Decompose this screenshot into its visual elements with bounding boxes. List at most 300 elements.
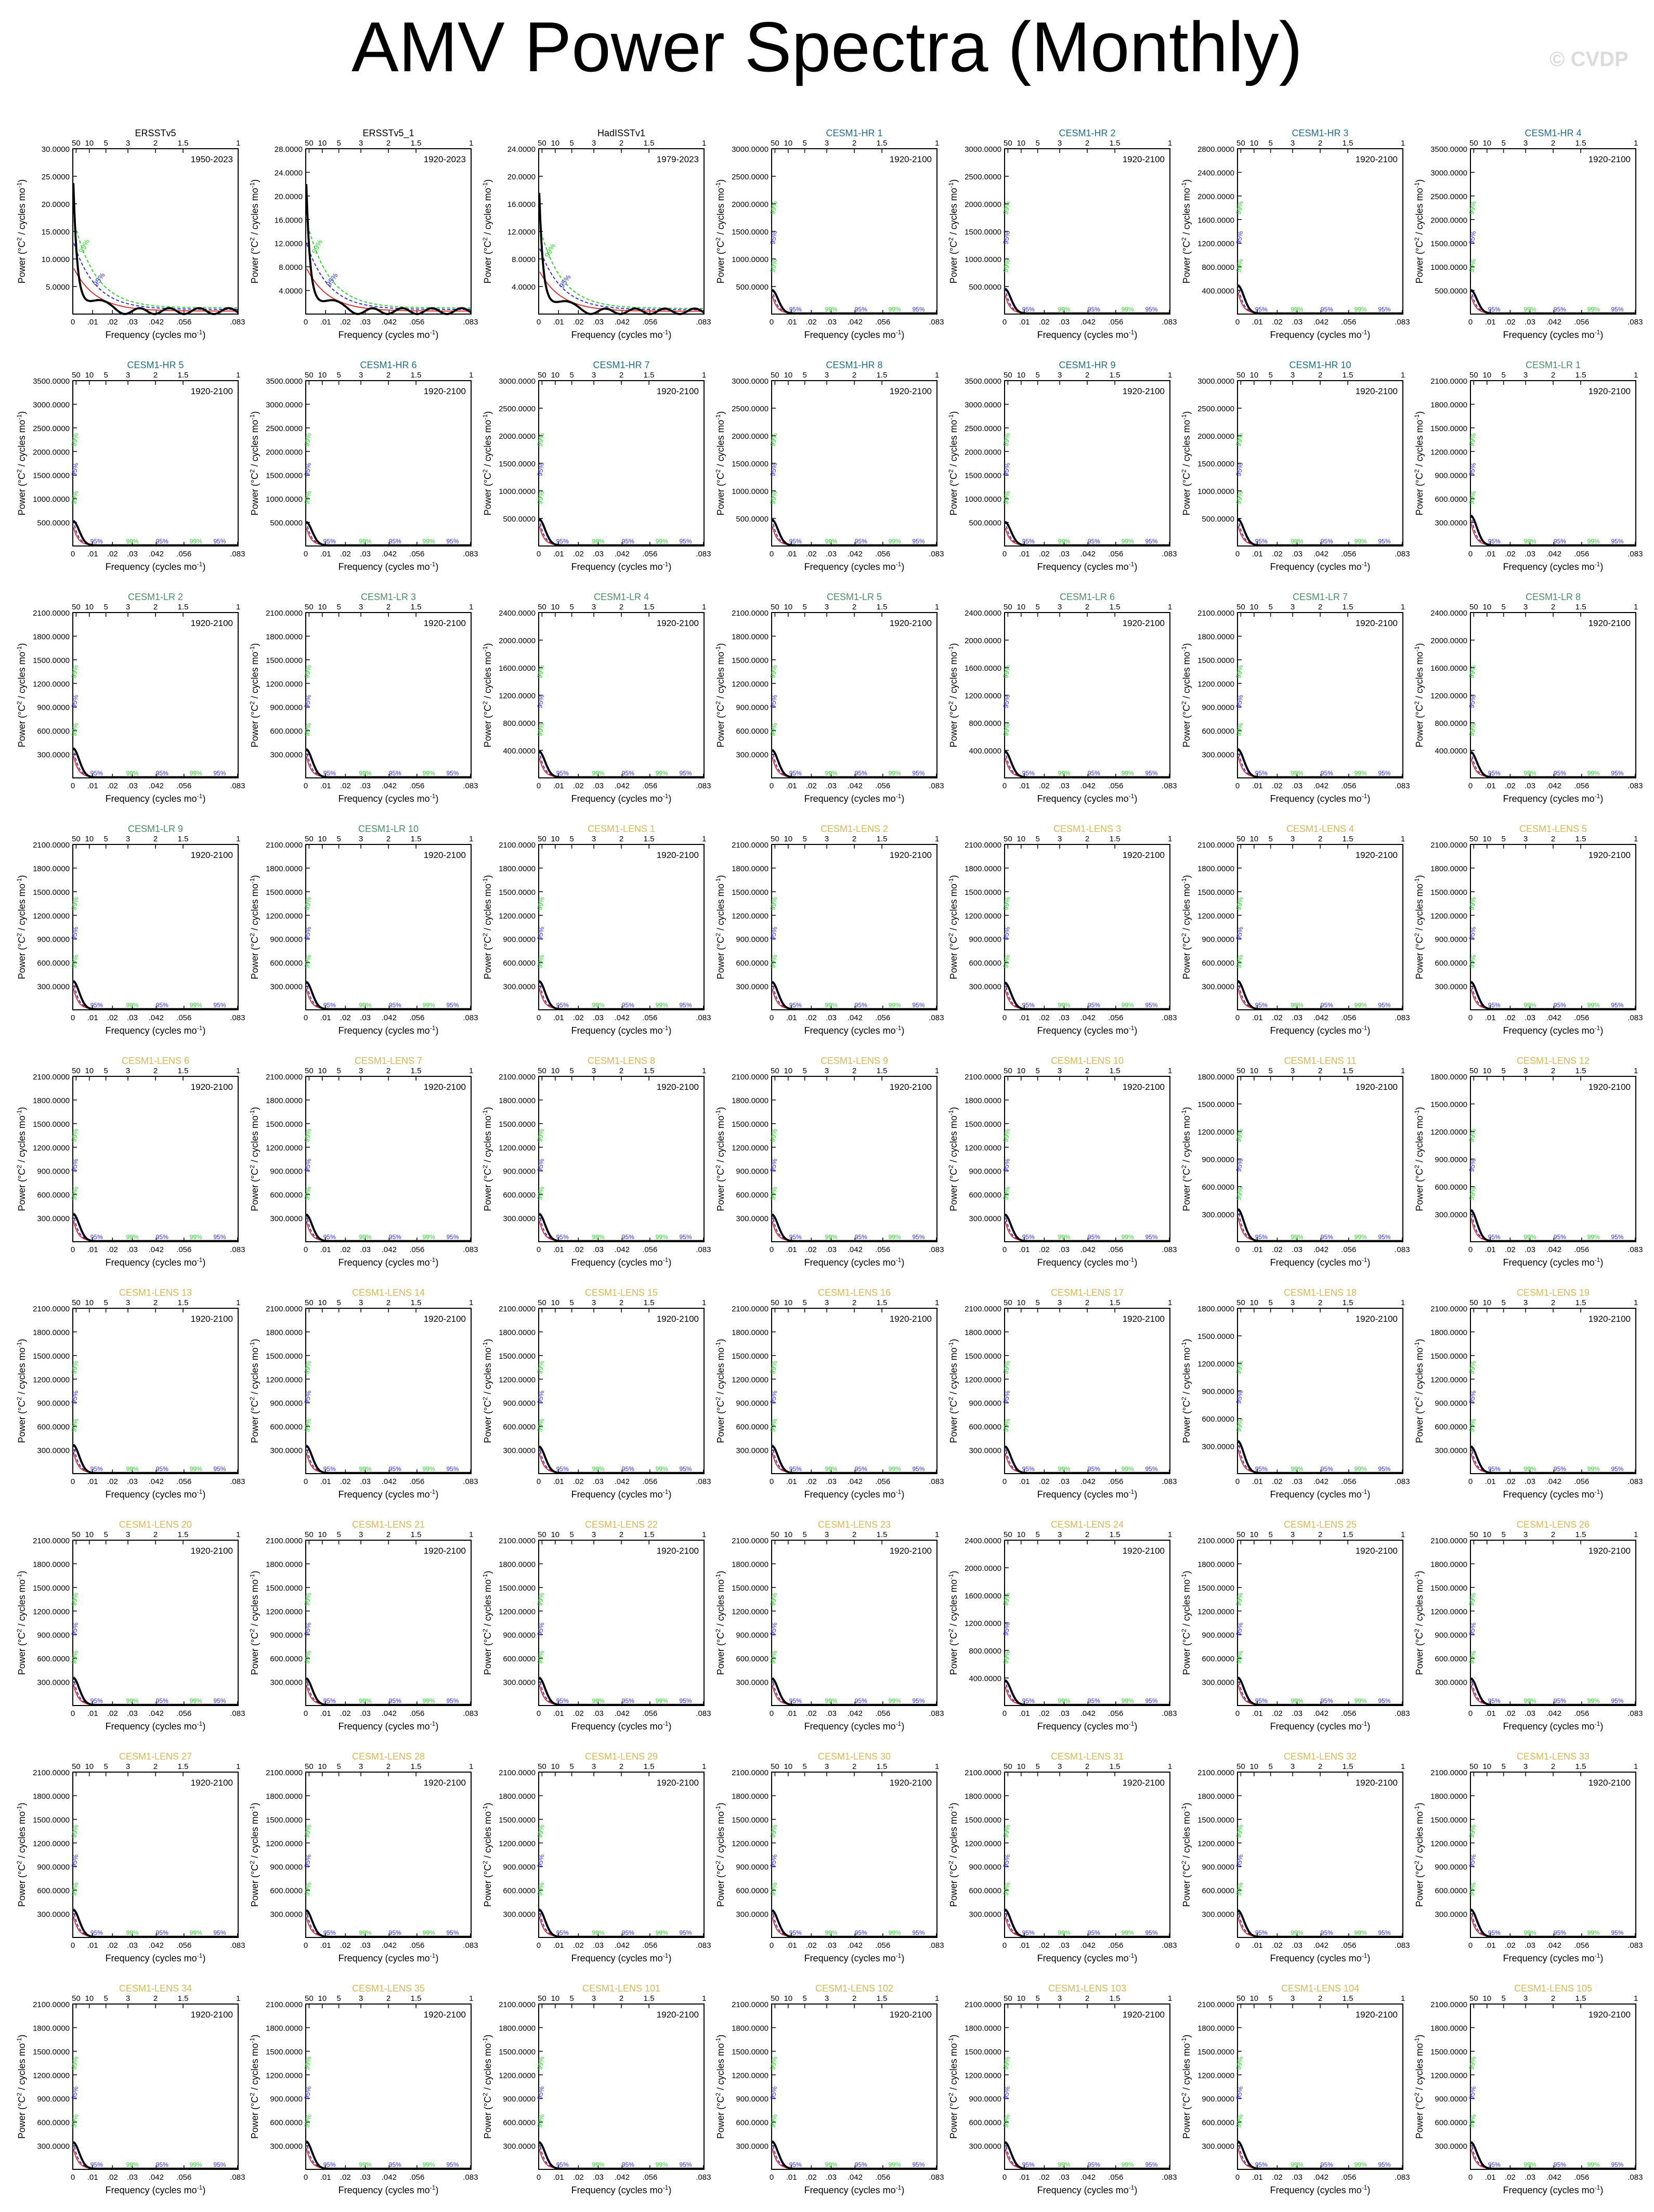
y-tick-label: 1000.0000 — [732, 255, 769, 264]
x-tick-label: .083 — [230, 782, 245, 790]
x-tick-label: 0 — [71, 318, 75, 327]
y-tick-label: 1200.0000 — [1197, 1839, 1234, 1848]
sig99-label: 99% — [126, 1929, 139, 1936]
period-tick-label: 1.5 — [1575, 603, 1586, 611]
panel-years: 1920-2100 — [1356, 1546, 1398, 1556]
x-tick-label: .01 — [1252, 1013, 1263, 1022]
sig95-label: 95% — [156, 1697, 168, 1704]
period-tick-label: 1.5 — [1575, 1066, 1586, 1075]
period-tick-label: 1 — [1634, 1298, 1638, 1307]
period-tick-label: 3 — [825, 1298, 829, 1307]
y-tick-label: 2100.0000 — [732, 1073, 769, 1082]
period-tick-label: 3 — [126, 1530, 130, 1539]
y-tick-label: 1500.0000 — [499, 1584, 536, 1593]
x-tick-label: .056 — [409, 782, 424, 790]
y-tick-label: 300.0000 — [503, 1215, 536, 1224]
sig95-label: 95% — [323, 1697, 336, 1704]
sig95-label: 95% — [536, 1621, 545, 1636]
y-tick-label: 1500.0000 — [1197, 1816, 1234, 1825]
y-tick-label: 1500.0000 — [266, 2048, 303, 2057]
period-tick-label: 10 — [1249, 1762, 1258, 1771]
plot-frame — [1005, 1540, 1170, 1706]
panel-title: CESM1-HR 6 — [360, 360, 416, 370]
x-tick-label: .02 — [806, 2173, 817, 2182]
x-tick-label: .083 — [1162, 782, 1177, 790]
x-tick-label: 0 — [770, 1709, 774, 1718]
sig95-label: 95% — [389, 1465, 401, 1473]
period-tick-label: 3 — [1058, 1530, 1062, 1539]
y-tick-label: 300.0000 — [969, 1447, 1001, 1455]
y-tick-label: 2500.0000 — [1430, 192, 1467, 201]
x-tick-label: .01 — [786, 1941, 797, 1950]
sig95-label: 95% — [1022, 2161, 1035, 2168]
x-tick-label: .083 — [1627, 1709, 1643, 1718]
sig95-label: 95% — [1145, 1697, 1157, 1704]
sig99-label: 99% — [769, 258, 778, 273]
x-tick-label: .083 — [463, 318, 478, 327]
sig95-label: 95% — [70, 2085, 80, 2100]
x-tick-label: .01 — [87, 1245, 98, 1254]
period-tick-label: 10 — [551, 1994, 559, 2003]
plot-frame — [1005, 1308, 1170, 1474]
panel-years: 1920-2100 — [191, 618, 233, 628]
sig99-label: 99% — [1001, 432, 1011, 447]
y-tick-label: 600.0000 — [503, 1886, 536, 1895]
y-tick-label: 300.0000 — [503, 1447, 536, 1455]
sig99-label: 99% — [825, 2161, 838, 2168]
y-tick-label: 900.0000 — [1202, 704, 1234, 712]
sig95-label: 95% — [1321, 770, 1333, 777]
x-tick-label: .083 — [1395, 1709, 1410, 1718]
plot-frame — [1238, 381, 1403, 546]
period-tick-label: 1 — [469, 835, 473, 843]
period-tick-label: 1 — [935, 1298, 939, 1307]
sig99-label: 99% — [1234, 2113, 1244, 2128]
y-tick-label: 600.0000 — [270, 1423, 303, 1432]
period-tick-label: 10 — [784, 371, 792, 380]
period-tick-label: 1 — [702, 1762, 706, 1771]
period-tick-label: 2 — [386, 1530, 390, 1539]
period-tick-label: 2 — [1085, 139, 1089, 148]
sig99-label: 99% — [70, 954, 80, 969]
x-axis-label: Frequency (cycles $mo^{-1}$) — [1037, 1024, 1138, 1036]
period-tick-label: 1 — [1634, 1530, 1638, 1539]
period-tick-label: 3 — [126, 139, 130, 148]
x-tick-label: .042 — [615, 550, 630, 558]
period-tick-label: 1 — [935, 1994, 939, 2003]
sig95-label: 95% — [679, 1465, 692, 1473]
y-tick-label: 1000.0000 — [732, 487, 769, 496]
panel-title: CESM1-LR 4 — [594, 592, 649, 602]
x-tick-label: .056 — [1341, 318, 1356, 327]
x-tick-label: .02 — [1505, 1709, 1516, 1718]
period-tick-label: 10 — [784, 1530, 792, 1539]
x-tick-label: .083 — [230, 1013, 245, 1022]
plot-frame — [73, 1540, 238, 1706]
sig99-label: 99% — [1467, 200, 1477, 215]
sig99-label: 99% — [889, 1929, 901, 1936]
period-tick-label: 2 — [1318, 1530, 1322, 1539]
sig99-label: 99% — [1001, 1186, 1011, 1201]
y-tick-label: 1800.0000 — [1197, 2024, 1234, 2033]
y-tick-label: 20.0000 — [275, 192, 303, 201]
y-tick-label: 1500.0000 — [965, 1816, 1001, 1825]
period-tick-label: 50 — [1004, 835, 1012, 843]
period-tick-label: 10 — [85, 835, 94, 843]
panel-title: CESM1-HR 3 — [1292, 128, 1348, 138]
x-tick-label: .042 — [1080, 550, 1096, 558]
period-tick-label: 1.5 — [644, 139, 655, 148]
sig95-label: 95% — [1488, 1001, 1501, 1009]
period-tick-label: 1.5 — [178, 1066, 189, 1075]
x-tick-label: 0 — [71, 1245, 75, 1254]
period-tick-label: 50 — [1236, 1066, 1245, 1075]
period-tick-label: 1.5 — [1575, 1762, 1586, 1771]
sig99-label: 99% — [656, 1697, 668, 1704]
sig95-label: 95% — [789, 306, 802, 313]
sig95-label: 95% — [1378, 1233, 1390, 1241]
sig99-label: 99% — [359, 538, 372, 545]
y-tick-label: 900.0000 — [37, 1167, 70, 1176]
y-tick-label: 1000.0000 — [1197, 487, 1234, 496]
x-tick-label: .042 — [149, 1709, 164, 1718]
y-tick-label: 2100.0000 — [499, 1768, 536, 1777]
x-axis-label: Frequency (cycles $mo^{-1}$) — [106, 2184, 206, 2195]
panel-years: 1920-2100 — [1588, 618, 1631, 628]
y-tick-label: 2100.0000 — [1197, 2000, 1234, 2009]
period-tick-label: 50 — [771, 371, 779, 380]
y-axis-label: Power ($^\circ C^2$ / cycles $mo^{-1}$) — [714, 643, 726, 748]
sig99-label: 99% — [1587, 1233, 1600, 1241]
period-tick-label: 1 — [236, 1530, 240, 1539]
y-tick-label: 2100.0000 — [732, 1768, 769, 1777]
sig99-label: 99% — [1467, 432, 1477, 447]
x-axis-label: Frequency (cycles $mo^{-1}$) — [1503, 1488, 1604, 1500]
x-tick-label: .01 — [87, 1477, 98, 1486]
x-axis-label: Frequency (cycles $mo^{-1}$) — [804, 1952, 905, 1963]
x-axis-label: Frequency (cycles $mo^{-1}$) — [571, 1024, 672, 1036]
x-tick-label: .02 — [340, 782, 351, 790]
period-tick-label: 10 — [1482, 1066, 1491, 1075]
y-tick-label: 900.0000 — [37, 1631, 70, 1640]
y-axis-label: Power ($^\circ C^2$ / cycles $mo^{-1}$) — [16, 179, 27, 284]
sig95-label: 95% — [92, 271, 107, 288]
x-tick-label: .056 — [1341, 1709, 1356, 1718]
x-tick-label: .01 — [553, 1245, 564, 1254]
y-tick-label: 1800.0000 — [33, 864, 70, 873]
spectrum-panel — [481, 1519, 711, 1732]
sig99-label: 99% — [1122, 1001, 1134, 1009]
period-tick-label: 3 — [1291, 371, 1295, 380]
period-tick-label: 10 — [318, 1530, 327, 1539]
period-tick-label: 1.5 — [877, 603, 888, 611]
period-tick-label: 10 — [784, 1298, 792, 1307]
period-tick-label: 1.5 — [178, 139, 189, 148]
period-tick-label: 10 — [318, 139, 327, 148]
period-tick-label: 1 — [702, 139, 706, 148]
y-tick-label: 1200.0000 — [1197, 1607, 1234, 1616]
period-tick-label: 5 — [336, 1530, 341, 1539]
period-tick-label: 10 — [1017, 1066, 1025, 1075]
x-tick-label: 0 — [71, 1941, 75, 1950]
period-tick-label: 10 — [1017, 371, 1025, 380]
x-tick-label: .042 — [382, 1245, 397, 1254]
x-tick-label: 0 — [537, 550, 541, 558]
period-tick-label: 2 — [1318, 835, 1322, 843]
sig99-label: 99% — [1524, 538, 1536, 545]
sig95-label: 95% — [1145, 538, 1157, 545]
y-tick-label: 1500.0000 — [266, 1816, 303, 1825]
y-tick-label: 1800.0000 — [732, 864, 769, 873]
sig95-label: 95% — [1022, 306, 1035, 313]
y-tick-label: 900.0000 — [37, 1399, 70, 1408]
sig95-label: 95% — [1321, 1233, 1333, 1241]
sig99-label: 99% — [1234, 1417, 1244, 1433]
period-tick-label: 3 — [1523, 1298, 1528, 1307]
panel-title: CESM1-LENS 19 — [1517, 1287, 1590, 1298]
y-tick-label: 400.0000 — [1435, 747, 1467, 756]
y-tick-label: 1200.0000 — [732, 1143, 769, 1152]
y-axis-label: Power ($^\circ C^2$ / cycles $mo^{-1}$) — [714, 1803, 726, 1907]
y-tick-label: 900.0000 — [1435, 1631, 1467, 1640]
sig99-label: 99% — [1467, 2113, 1477, 2128]
period-tick-label: 1 — [1401, 1066, 1405, 1075]
y-axis-label: Power ($^\circ C^2$ / cycles $mo^{-1}$) — [947, 1803, 959, 1907]
sig95-label: 95% — [1255, 1929, 1268, 1936]
y-tick-label: 1200.0000 — [1197, 2071, 1234, 2080]
x-axis-label: Frequency (cycles $mo^{-1}$) — [1037, 792, 1138, 804]
sig95-label: 95% — [556, 1465, 569, 1473]
x-tick-label: .056 — [176, 2173, 191, 2182]
y-tick-label: 300.0000 — [1202, 751, 1234, 760]
sig95-label: 95% — [912, 1929, 924, 1936]
spectrum-panel — [947, 128, 1177, 340]
sig99-label: 99% — [1524, 306, 1536, 313]
y-tick-label: 1200.0000 — [499, 912, 536, 920]
y-tick-label: 1500.0000 — [1197, 1584, 1234, 1593]
period-tick-label: 1 — [1168, 1762, 1172, 1771]
sig95-label: 95% — [622, 770, 634, 777]
sig95-label: 95% — [789, 1697, 802, 1704]
x-tick-label: 0 — [537, 2173, 541, 2182]
plot-frame — [1238, 613, 1403, 778]
period-tick-label: 50 — [538, 371, 546, 380]
plot-frame — [539, 844, 704, 1010]
y-tick-label: 1800.0000 — [1197, 1073, 1234, 1082]
y-tick-label: 8.0000 — [279, 263, 303, 272]
sig99-label: 99% — [592, 1233, 605, 1241]
sig95-label: 95% — [70, 1157, 80, 1173]
period-tick-label: 5 — [1268, 371, 1272, 380]
period-tick-label: 10 — [1017, 1530, 1025, 1539]
x-axis-label: Frequency (cycles $mo^{-1}$) — [571, 1488, 672, 1500]
sig95-label: 95% — [213, 1929, 226, 1936]
sig99-label: 99% — [1234, 1881, 1244, 1896]
panel-years: 1920-2100 — [424, 2010, 466, 2020]
sig99-label: 99% — [1058, 538, 1071, 545]
sig99-label: 99% — [536, 1649, 545, 1664]
x-axis-label: Frequency (cycles $mo^{-1}$) — [804, 2184, 905, 2195]
period-tick-label: 1.5 — [877, 1994, 888, 2003]
y-tick-label: 600.0000 — [1435, 1886, 1467, 1895]
y-tick-label: 2500.0000 — [499, 405, 536, 413]
y-tick-label: 300.0000 — [1202, 2142, 1234, 2151]
period-tick-label: 50 — [72, 139, 81, 148]
sig95-label: 95% — [1488, 2161, 1501, 2168]
y-axis-label: Power ($^\circ C^2$ / cycles $mo^{-1}$) — [1413, 875, 1425, 980]
period-tick-label: 2 — [619, 139, 623, 148]
x-tick-label: .083 — [463, 1477, 478, 1486]
period-tick-label: 2 — [386, 371, 390, 380]
x-tick-label: 0 — [770, 2173, 774, 2182]
y-tick-label: 1500.0000 — [732, 460, 769, 469]
y-tick-label: 900.0000 — [503, 1863, 536, 1872]
sig95-label: 95% — [1022, 1697, 1035, 1704]
y-tick-label: 600.0000 — [270, 1191, 303, 1200]
sig99-label: 99% — [592, 770, 605, 777]
y-tick-label: 300.0000 — [37, 983, 70, 992]
sig99-label: 99% — [536, 954, 545, 969]
y-tick-label: 1800.0000 — [499, 864, 536, 873]
period-tick-label: 50 — [1004, 1994, 1012, 2003]
panel-years: 1920-2023 — [424, 154, 466, 164]
x-axis-label: Frequency (cycles $mo^{-1}$) — [338, 2184, 439, 2195]
sig95-label: 95% — [1234, 1621, 1244, 1636]
x-axis-label: Frequency (cycles $mo^{-1}$) — [106, 561, 206, 572]
period-tick-label: 1.5 — [1110, 1994, 1121, 2003]
y-tick-label: 2100.0000 — [266, 1768, 303, 1777]
sig99-label: 99% — [1234, 1186, 1244, 1201]
sig99-label: 99% — [825, 1465, 838, 1473]
x-tick-label: .03 — [826, 1013, 837, 1022]
panel-years: 1920-2100 — [1356, 1778, 1398, 1788]
panel-title: CESM1-LR 2 — [128, 592, 183, 602]
y-tick-label: 1600.0000 — [965, 1592, 1001, 1601]
y-tick-label: 1800.0000 — [965, 1096, 1001, 1105]
period-tick-label: 10 — [1249, 835, 1258, 843]
y-tick-label: 3000.0000 — [965, 145, 1001, 154]
x-tick-label: .083 — [929, 2173, 944, 2182]
period-tick-label: 1 — [1168, 139, 1172, 148]
x-tick-label: .056 — [1574, 1477, 1589, 1486]
period-tick-label: 2 — [1085, 1994, 1089, 2003]
y-tick-label: 600.0000 — [1202, 727, 1234, 736]
sig95-label: 95% — [389, 1929, 401, 1936]
sig95-label: 95% — [1378, 1697, 1390, 1704]
x-axis-label: Frequency (cycles $mo^{-1}$) — [1037, 2184, 1138, 2195]
y-axis-label: Power ($^\circ C^2$ / cycles $mo^{-1}$) — [16, 1339, 27, 1443]
spectrum-panel — [947, 592, 1177, 804]
x-tick-label: .02 — [1039, 1013, 1050, 1022]
sig95-label: 95% — [1611, 1233, 1623, 1241]
period-tick-label: 2 — [1318, 1066, 1322, 1075]
x-tick-label: .056 — [642, 1477, 657, 1486]
y-axis-label: Power ($^\circ C^2$ / cycles $mo^{-1}$) — [249, 1571, 260, 1675]
sig95-label: 95% — [1554, 2161, 1566, 2168]
plot-frame — [772, 149, 937, 314]
sig95-label: 95% — [1378, 770, 1390, 777]
sig99-label: 99% — [1291, 306, 1304, 313]
y-axis-label: Power ($^\circ C^2$ / cycles $mo^{-1}$) — [481, 179, 493, 284]
panel-years: 1920-2100 — [657, 1082, 699, 1092]
sig99-label: 99% — [303, 1824, 312, 1839]
spectrum-panel — [1413, 1751, 1643, 1963]
sig99-label: 99% — [1467, 490, 1477, 505]
y-tick-label: 1600.0000 — [1197, 216, 1234, 225]
x-tick-label: .01 — [320, 1245, 331, 1254]
x-axis-label: Frequency (cycles $mo^{-1}$) — [571, 2184, 672, 2195]
y-tick-label: 600.0000 — [503, 1655, 536, 1663]
panel-title: CESM1-LENS 1 — [588, 824, 655, 834]
period-tick-label: 2 — [1085, 1298, 1089, 1307]
sig95-label: 95% — [789, 1233, 802, 1241]
x-tick-label: .03 — [826, 1709, 837, 1718]
period-tick-label: 1 — [469, 371, 473, 380]
sig95-label: 95% — [90, 1929, 103, 1936]
x-tick-label: .042 — [1546, 1245, 1561, 1254]
sig95-label: 95% — [446, 2161, 459, 2168]
plot-frame — [1238, 149, 1403, 314]
panel-years: 1920-2100 — [890, 850, 932, 860]
sig95-label: 95% — [679, 1233, 692, 1241]
y-axis-label: Power ($^\circ C^2$ / cycles $mo^{-1}$) — [1413, 1339, 1425, 1443]
sig95-label: 95% — [446, 538, 459, 545]
panel-title: CESM1-HR 10 — [1289, 360, 1351, 370]
x-tick-label: .01 — [553, 2173, 564, 2182]
x-tick-label: 0 — [304, 1245, 308, 1254]
y-tick-label: 900.0000 — [736, 935, 769, 944]
x-tick-label: .042 — [615, 1941, 630, 1950]
sig99-label: 99% — [1001, 1360, 1011, 1375]
sig99-label: 99% — [70, 1824, 80, 1839]
x-tick-label: .083 — [1162, 550, 1177, 558]
y-axis-label: Power ($^\circ C^2$ / cycles $mo^{-1}$) — [16, 1803, 27, 1907]
x-tick-label: .01 — [1019, 1013, 1030, 1022]
period-tick-label: 1 — [1634, 139, 1638, 148]
x-tick-label: .03 — [593, 550, 604, 558]
y-axis-label: Power ($^\circ C^2$ / cycles $mo^{-1}$) — [947, 411, 959, 516]
x-tick-label: .042 — [848, 1477, 863, 1486]
sig95-label: 95% — [855, 1929, 867, 1936]
x-tick-label: .02 — [573, 318, 584, 327]
period-tick-label: 50 — [1236, 1298, 1245, 1307]
period-tick-label: 1 — [935, 1762, 939, 1771]
plot-frame — [73, 149, 238, 314]
sig99-label: 99% — [536, 1186, 545, 1201]
y-tick-label: 1200.0000 — [965, 692, 1001, 700]
y-axis-label: Power ($^\circ C^2$ / cycles $mo^{-1}$) — [714, 411, 726, 516]
x-tick-label: .042 — [382, 1477, 397, 1486]
x-tick-label: .042 — [1546, 1477, 1561, 1486]
sig99-label: 99% — [1234, 1360, 1244, 1375]
panel-years: 1920-2100 — [890, 154, 932, 164]
y-tick-label: 1800.0000 — [266, 1792, 303, 1801]
sig95-label: 95% — [557, 273, 572, 290]
period-tick-label: 5 — [1035, 1066, 1039, 1075]
sig99-label: 99% — [303, 2113, 312, 2128]
period-tick-label: 2 — [153, 835, 158, 843]
sig95-label: 95% — [855, 1001, 867, 1009]
plot-frame — [1238, 1308, 1403, 1474]
y-tick-label: 600.0000 — [1435, 1183, 1467, 1192]
period-tick-label: 1 — [702, 371, 706, 380]
period-tick-label: 5 — [569, 1530, 574, 1539]
y-tick-label: 1200.0000 — [1430, 692, 1467, 700]
plot-frame — [772, 1308, 937, 1474]
sig95-label: 95% — [90, 1465, 103, 1473]
y-tick-label: 2000.0000 — [965, 448, 1001, 457]
sig95-label: 95% — [1145, 1233, 1157, 1241]
